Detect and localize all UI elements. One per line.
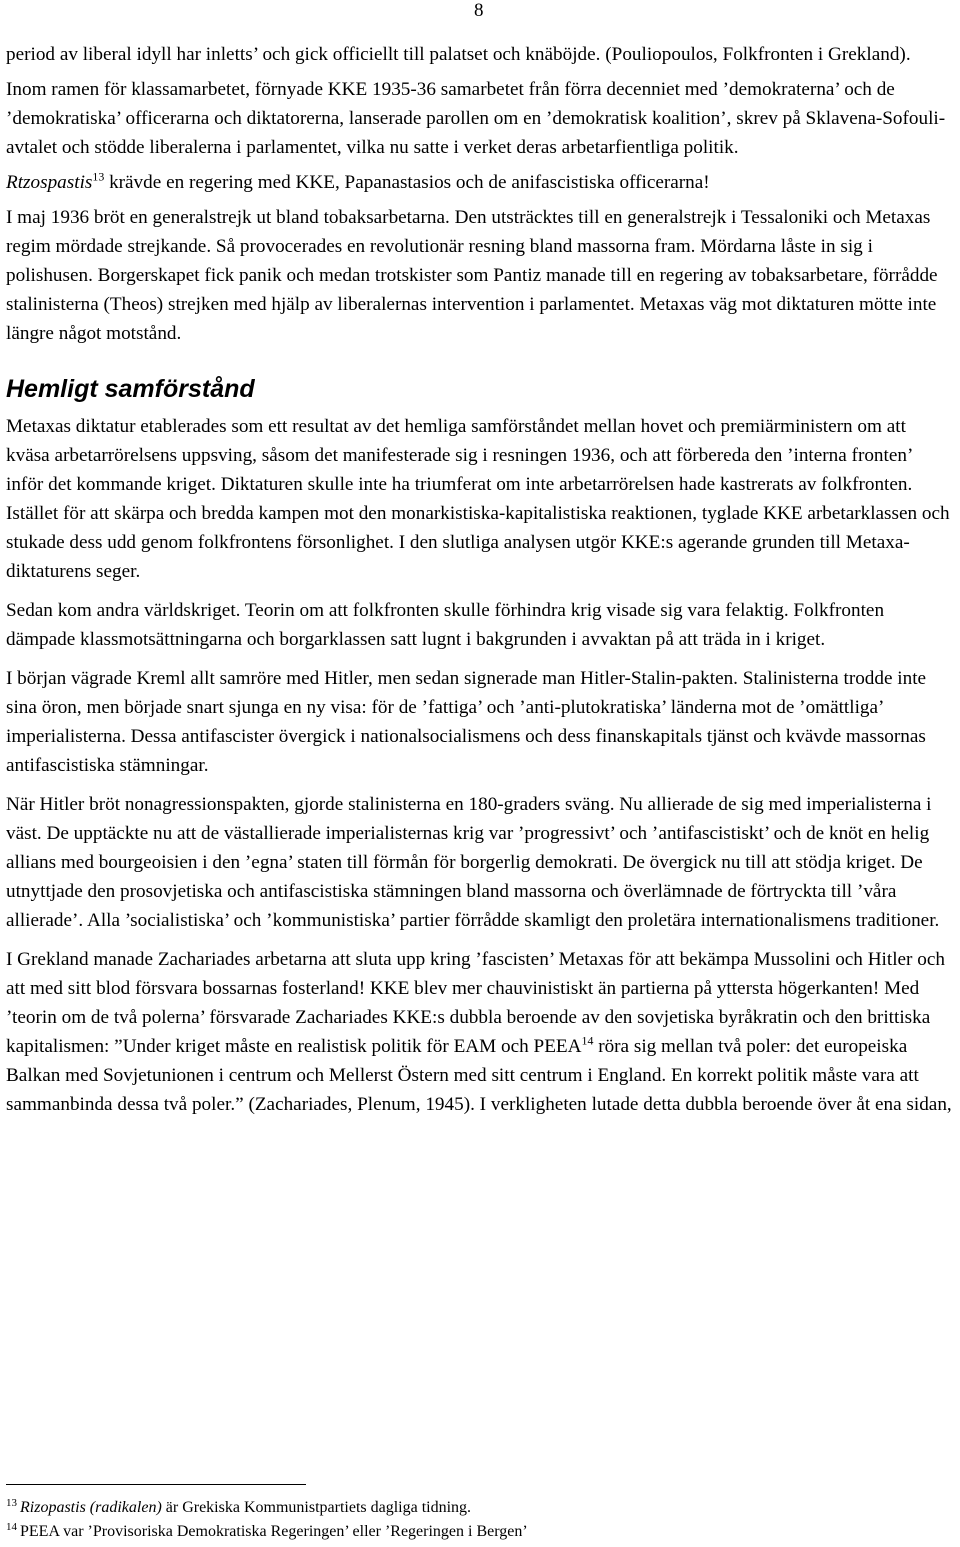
paragraph-1: period av liberal idyll har inletts’ och gick officiellt till palatset och knäböjde. (Pouliopoulos, Folkfronten i Grekland). [6,44,911,65]
document-body [6,40,954,1119]
footnote-14 [6,1520,954,1544]
footnote-italic: Rizopastis (radikalen) [20,1499,162,1516]
paragraph-8: När Hitler bröt nonagressionspakten, gjorde stalinisterna en 180-graders sväng. Nu allierade de sig med imperialisterna i väst. De upptäckte nu att de västallierade imperialisternas krig var ’progressivt’ och ’antifascistiskt’ och de knöt en helig allians med bourgeoisien i den ’egna’ staten till förmån för borgerlig demokrati. De övergick nu till att stödja kriget. De utnyttjade den prosovjetiska och antifascistiska stämningen bland massorna och överlämnade de förtryckta till ’våra allierade’. Alla ’socialistiska’ och ’kommunistiska’ partier förrådde skamligt den proletära internationalismens traditioner. [6,794,940,931]
paragraph-2: Inom ramen för klassamarbetet, förnyade KKE 1935-36 samarbetet från förra decenniet med ’demokraterna’ och de ’demokratiska’ officerarna och diktatorerna, lanserade parollen om en ’demokratisk koalition’, skrev på Sklavena-Sofouli-avtalet och stödde liberalerna i parlamentet, vilka nu satte i verket deras arbetarfientliga politik. [6,79,946,158]
paragraph-9-text-before: I Grekland manade Zachariades arbetarna att sluta upp kring ’fascisten’ Metaxas för att bekämpa Mussolini och Hitler och att med sitt blod försvara bossarnas fosterland! KKE blev mer chauvinistiskt än partierna på yttersta högerkanten! Med ’teorin om de två polerna’ försvarade Zachariades KKE:s dubbla beroende av den sovjetiska byråkratin och den brittiska kapitalismen: ”Under kriget måste en realistisk politik för EAM och PEEA [6,949,945,1057]
footnote-ref-13[interactable]: 13 [92,169,105,184]
footnote-text: är Grekiska Kommunistpartiets dagliga tidning. [161,1499,472,1516]
footnote-divider [6,1484,306,1485]
paragraph-3-text: krävde en regering med KKE, Papanastasios och de anifascistiska officerarna! [104,172,710,193]
paragraph-7: I början vägrade Kreml allt samröre med Hitler, men sedan signerade man Hitler-Stalin-pakten. Stalinisterna trodde inte sina öron, men började snart sjunga en ny visa: för de ’fattiga’ och ’anti-plutokratiska’ länderna mot de ’omättliga’ imperialisterna. Dessa antifascister övergick i nationalsocialismens och dess finanskapitals tjänst och kvävde massornas antifascistiska stämningar. [6,668,927,776]
footnote-mark: 13 [6,1496,17,1509]
paragraph-6: Sedan kom andra världskriget. Teorin om att folkfronten skulle förhindra krig visade sig vara felaktig. Folkfronten dämpade klassmotsättningarna och borgarklassen satt lugnt i bakgrunden i avvaktan på att träda in i kriget. [6,600,885,650]
paragraph-5: Metaxas diktatur etablerades som ett resultat av det hemliga samförståndet mellan hovet och premiärministern om att kväsa arbetarrörelsens uppsving, såsom det manifesterade sig i resningen 1936, och att förbereda den ’interna fronten’ inför det kommande kriget. Diktaturen skulle inte ha triumferat om inte arbetarrörelsen hade kastrerats av folkfronten. Istället för att skärpa och bredda kampen mot den monarkistiska-kapitalistiska reaktionen, tyglade KKE arbetarklassen och stukade dess udd genom folkfrontens försonlighet. I den slutliga analysen utgör KKE:s agerande grunden till Metaxa-diktaturens seger. [6,416,950,582]
paragraph-9-text-after: röra sig mellan två poler: det europeiska Balkan med Sovjetunionen i centrum och Mellerst Östern med sitt centrum i England. En korrekt politik måste vara att sammanbinda dessa två poler.” (Zachariades, Plenum, 1945). I verkligheten lutade detta dubbla beroende över åt ena sidan, [6,1036,952,1115]
footnote-ref-14[interactable]: 14 [581,1033,594,1048]
paragraph-9 [6,945,954,1119]
footnote-text: PEEA var ’Provisoriska Demokratiska Regeringen’ eller ’Regeringen i Bergen’ [20,1523,528,1540]
footnote-mark: 14 [6,1520,17,1533]
page-number: 8 [474,0,484,21]
footnote-13 [6,1496,954,1520]
footnotes [6,1496,954,1544]
section-heading: Hemligt samförstånd [6,375,255,403]
paragraph-3 [6,168,954,197]
newspaper-name: Rtzospastis [6,172,93,193]
paragraph-4: I maj 1936 bröt en generalstrejk ut bland tobaksarbetarna. Den utsträcktes till en generalstrejk i Tessaloniki och Metaxas regim mördade strejkande. Så provocerades en revolutionär resning bland massorna fram. Mördarna låste in sig i polishusen. Borgerskapet fick panik och medan trotskister som Pantiz manade till en regering av tobaksarbetare, förrådde stalinisterna (Theos) strejken med hjälp av liberalernas intervention i parlamentet. Metaxas väg mot diktaturen mötte inte längre något motstånd. [6,207,938,344]
